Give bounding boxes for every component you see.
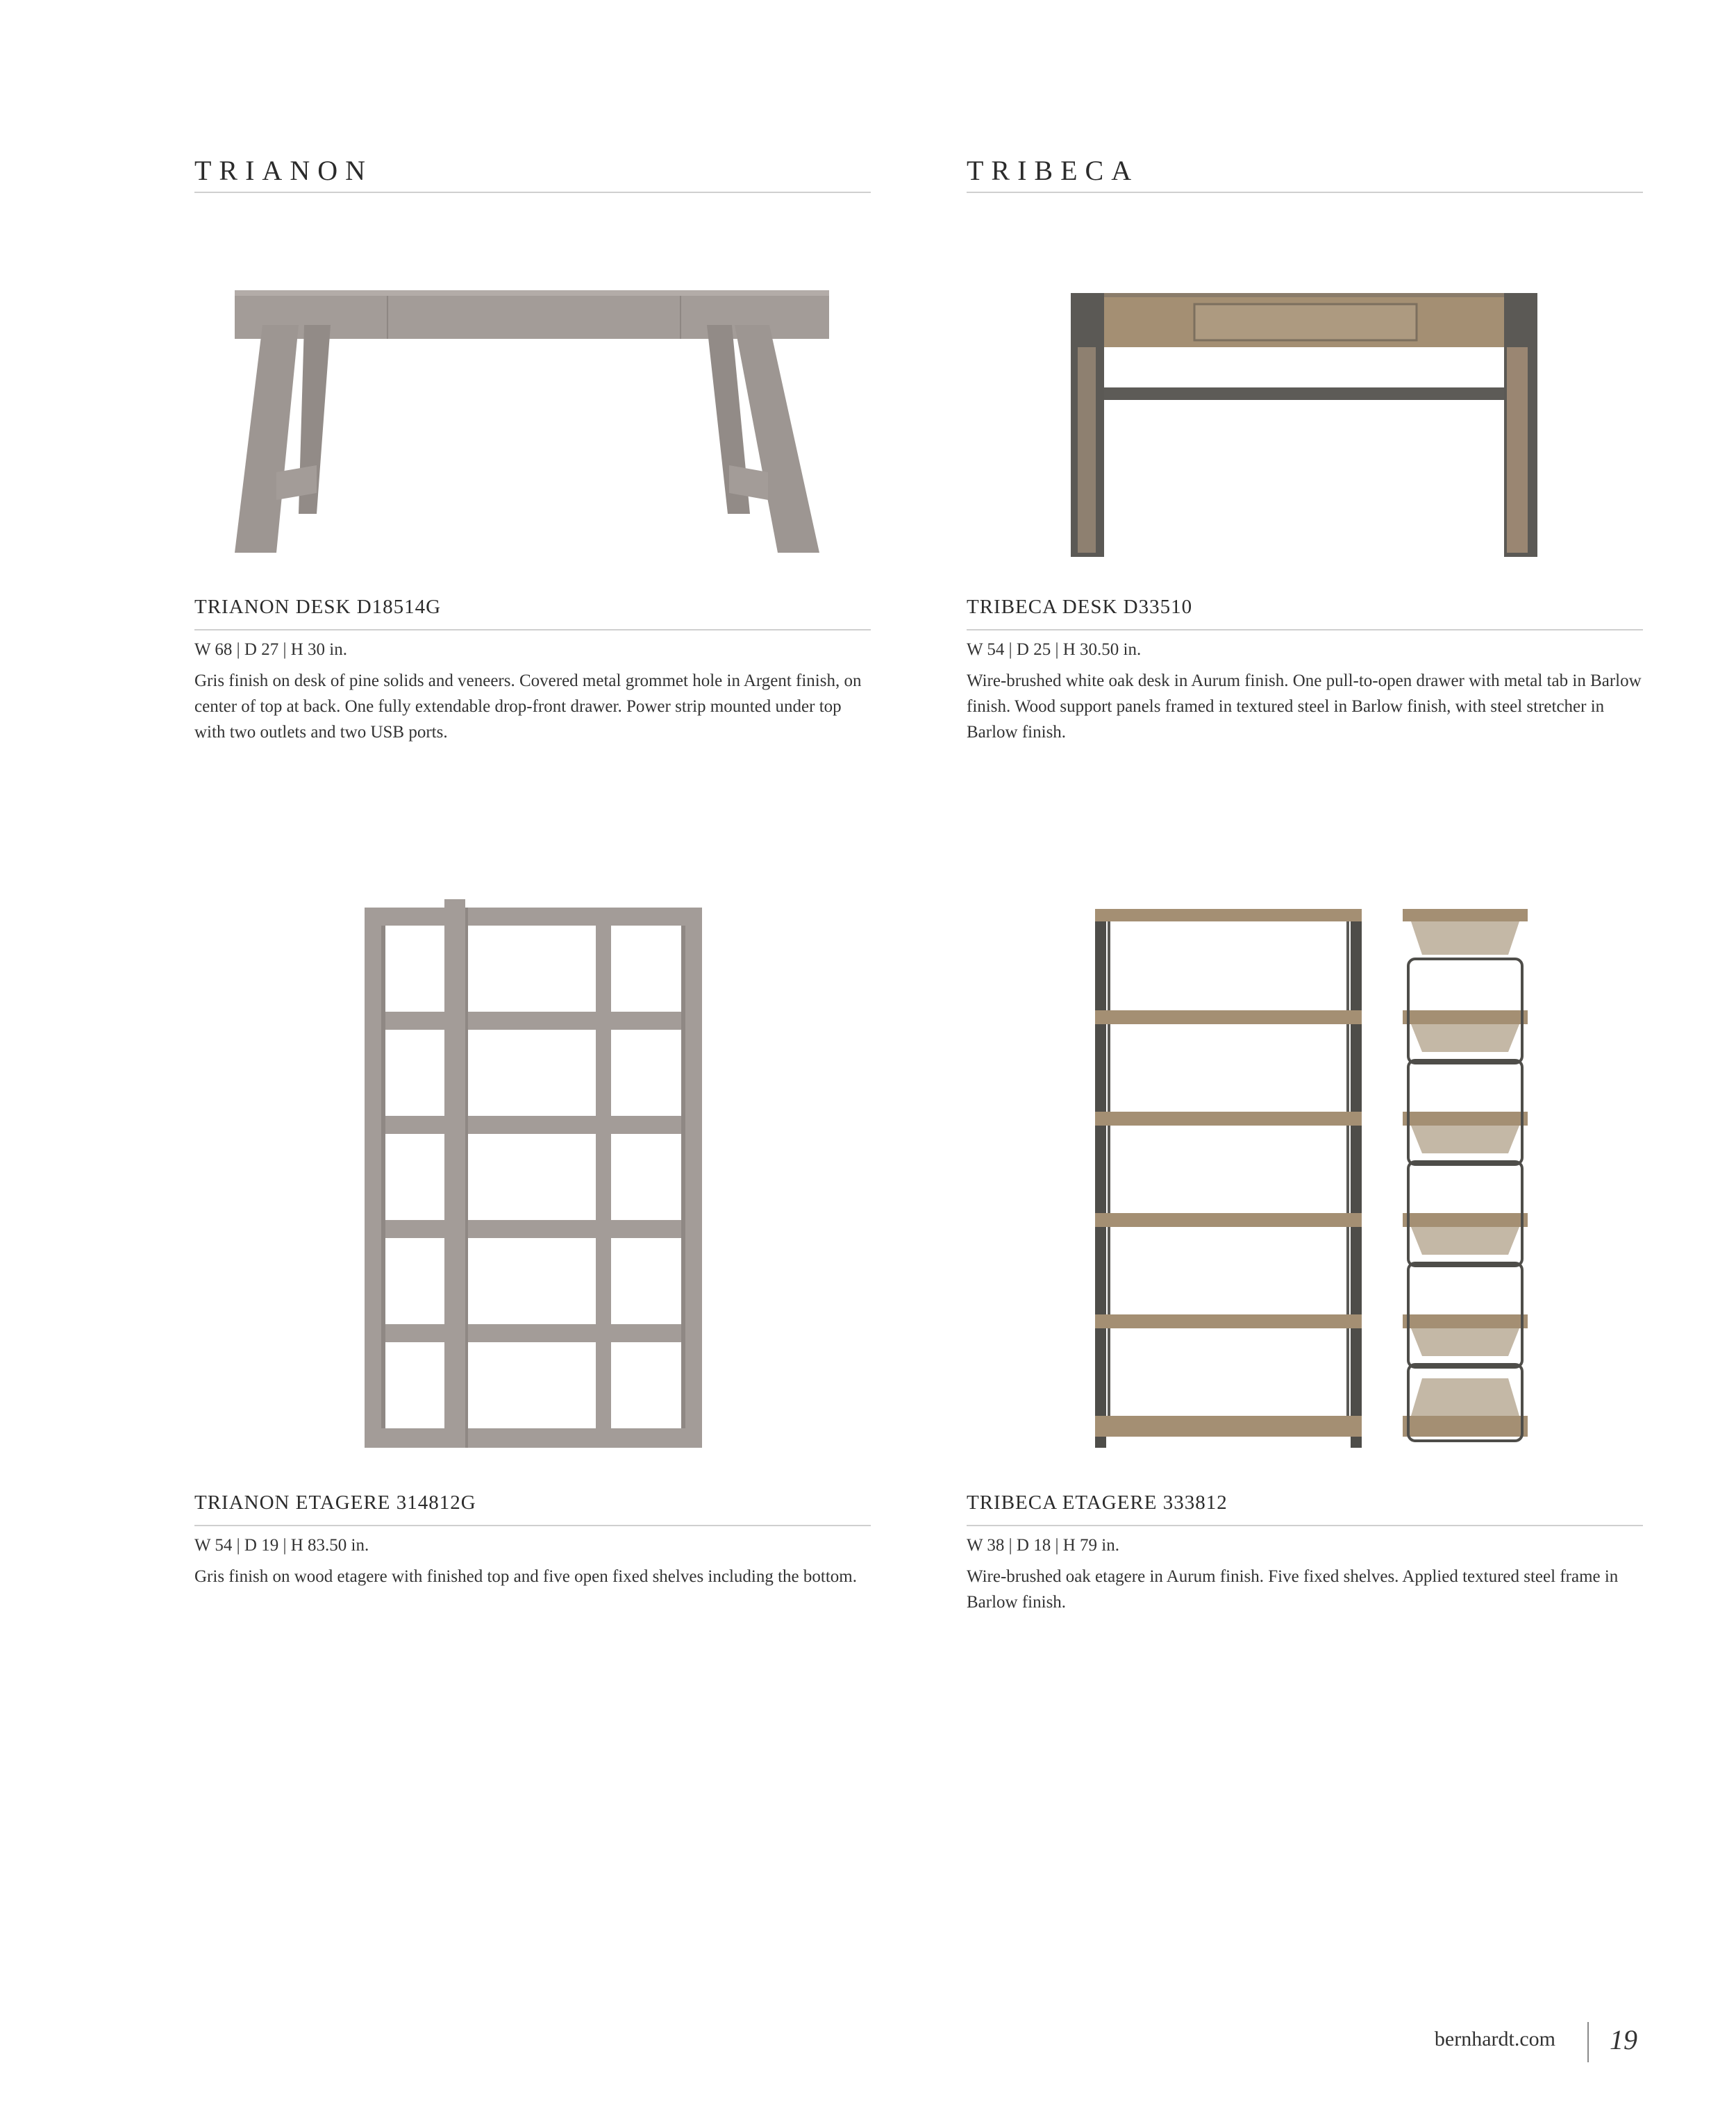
footer-website-link[interactable]: bernhardt.com [1434, 2028, 1555, 2050]
page-number: 19 [1610, 2024, 1637, 2055]
product-name: TRIANON ETAGERE 314812G [194, 1492, 476, 1514]
product-name: TRIANON DESK D18514G [194, 596, 442, 618]
tribeca-desk-image [967, 278, 1643, 569]
series-divider [194, 192, 871, 193]
product-dimensions: W 54 | D 19 | H 83.50 in. [194, 1536, 369, 1555]
product-dimensions: W 54 | D 25 | H 30.50 in. [967, 640, 1142, 659]
product-description: Gris finish on desk of pine solids and veneers. Covered metal grommet hole in Argent finish, on center of top at back. One fully extendable drop-front drawer. Power strip mounted under top with two outlets and two USB ports. [194, 671, 862, 742]
product-description: Wire-brushed white oak desk in Aurum finish. One pull-to-open drawer with metal tab in Barlow finish. Wood support panels framed in textured steel in Barlow finish, with steel stretcher in Barlow finish. [967, 671, 1642, 742]
product-name: TRIBECA DESK D33510 [967, 596, 1193, 618]
product-divider [194, 1525, 871, 1526]
trianon-desk-image [194, 278, 871, 569]
product-description: Wire-brushed oak etagere in Aurum finish. Five fixed shelves. Applied textured steel frame in Barlow finish. [967, 1567, 1619, 1612]
product-divider [194, 629, 871, 630]
footer-divider [1587, 2022, 1589, 2062]
product-dimensions: W 68 | D 27 | H 30 in. [194, 640, 347, 659]
product-dimensions: W 38 | D 18 | H 79 in. [967, 1536, 1119, 1555]
product-name: TRIBECA ETAGERE 333812 [967, 1492, 1228, 1514]
tribeca-etagere-image [967, 899, 1643, 1455]
trianon-etagere-image [194, 899, 871, 1455]
series-title-trianon: TRIANON [194, 155, 373, 186]
series-divider [967, 192, 1643, 193]
series-title-tribeca: TRIBECA [967, 155, 1140, 186]
product-divider [967, 1525, 1643, 1526]
product-description: Gris finish on wood etagere with finished top and five open fixed shelves including the bottom. [194, 1567, 857, 1586]
product-divider [967, 629, 1643, 630]
